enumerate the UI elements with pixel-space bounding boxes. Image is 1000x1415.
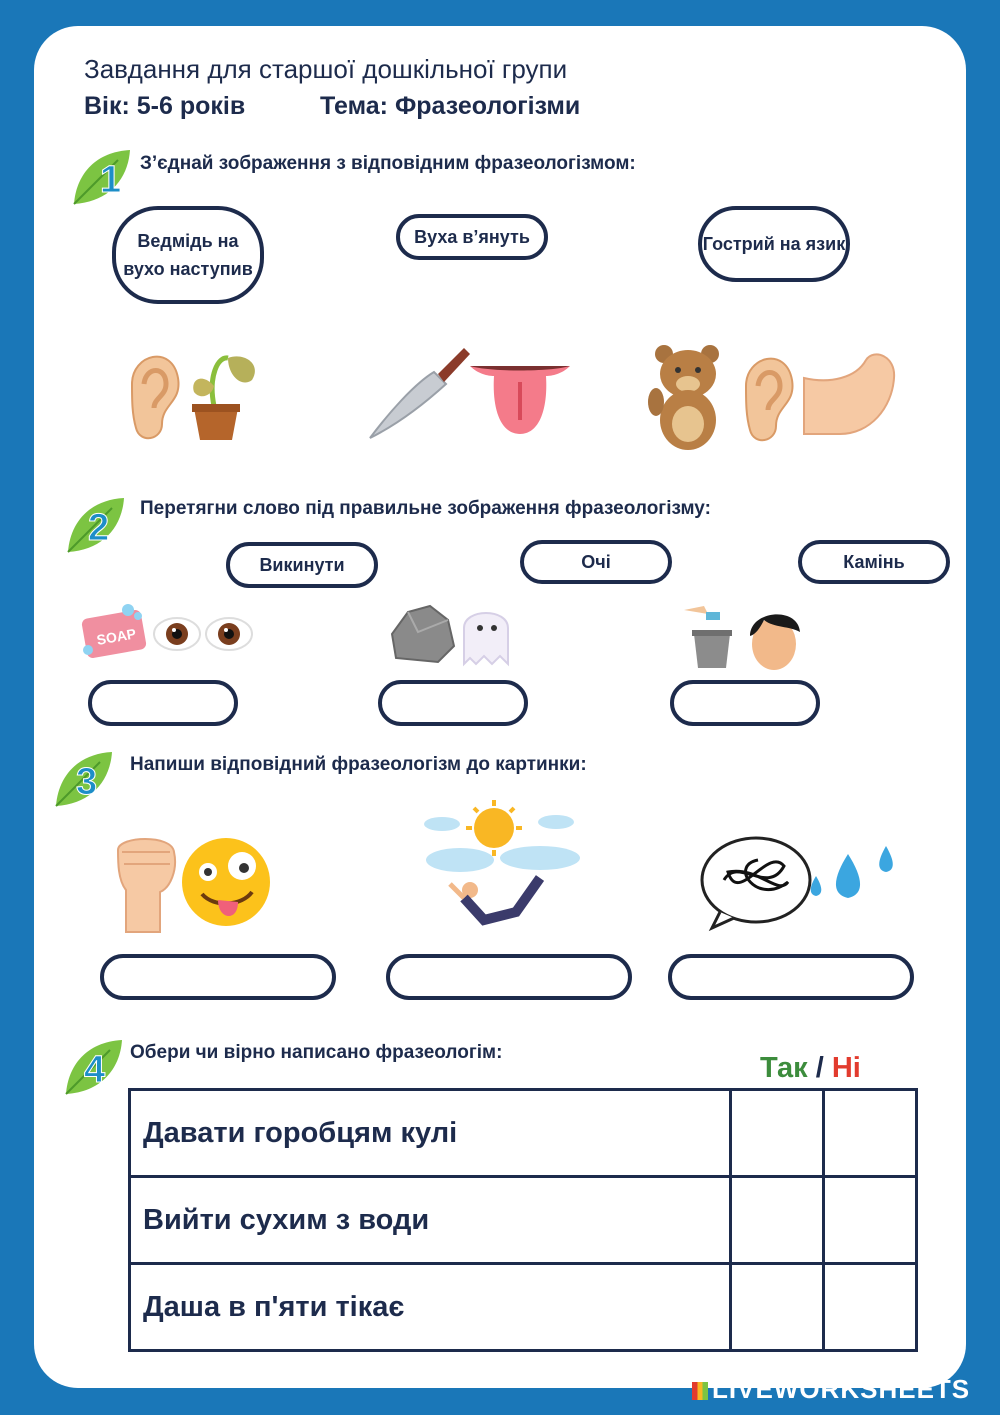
table-row <box>130 1090 917 1177</box>
yes-checkbox[interactable] <box>731 1264 824 1351</box>
table-row <box>130 1177 917 1264</box>
yes-no-header <box>760 1052 861 1085</box>
bear-icon[interactable] <box>648 344 730 450</box>
brand-text: LIVEWORKSHEETS <box>712 1374 971 1404</box>
no-checkbox[interactable] <box>824 1090 917 1177</box>
drag-word-vykynuty[interactable]: Викинути <box>226 542 378 588</box>
tongue-icon[interactable] <box>470 358 570 438</box>
soap-label: SOAP <box>95 625 138 648</box>
task4-title: Обери чи вірно написано фразеологім: <box>130 1042 503 1063</box>
drop-zone-3[interactable] <box>670 680 820 726</box>
ghost-icon <box>456 600 516 668</box>
drag-word-ochi[interactable]: Очі <box>520 540 672 584</box>
task2-number: 2 <box>88 507 110 549</box>
table-row <box>130 1264 917 1351</box>
topic-label: Тема: Фразеологізми <box>320 92 581 120</box>
wilted-plant-icon[interactable] <box>188 346 268 442</box>
phrase-bear-ear[interactable]: Ведмідь на вухо наступив <box>112 206 264 304</box>
eye-icon <box>204 614 254 654</box>
answer-input-2[interactable] <box>386 954 632 1000</box>
answer-input-1[interactable] <box>100 954 336 1000</box>
phrase-ears-wilt[interactable]: Вуха в’януть <box>396 214 548 260</box>
ear-icon[interactable] <box>122 344 184 444</box>
fist-icon <box>112 830 182 934</box>
no-label: Ні <box>831 1052 861 1084</box>
true-false-table <box>128 1088 918 1352</box>
sun-clouds-fall-icon <box>420 800 580 940</box>
answer-input-3[interactable] <box>668 954 914 1000</box>
task2-title: Перетягни слово під правильне зображення фразеологізму: <box>140 498 711 519</box>
yes-checkbox[interactable] <box>731 1177 824 1264</box>
brand-icon <box>692 1382 708 1400</box>
no-checkbox[interactable] <box>824 1264 917 1351</box>
thought-bubble-drops-icon <box>698 836 904 932</box>
leaf-number-4-icon <box>62 1036 126 1098</box>
drag-word-kamin[interactable]: Камінь <box>798 540 950 584</box>
crazy-face-icon <box>180 836 272 928</box>
no-checkbox[interactable] <box>824 1177 917 1264</box>
leaf-number-2-icon <box>64 494 128 556</box>
knife-icon[interactable] <box>368 344 472 440</box>
foot-icon[interactable] <box>800 348 900 440</box>
separator: / <box>815 1052 824 1084</box>
yes-checkbox[interactable] <box>731 1090 824 1177</box>
drop-zone-1[interactable] <box>88 680 238 726</box>
liveworksheets-logo[interactable] <box>692 1374 970 1405</box>
task3-number: 3 <box>76 761 98 803</box>
statement-cell: Вийти сухим з води <box>130 1177 731 1264</box>
soap-icon <box>80 600 150 660</box>
ear-icon[interactable] <box>736 346 798 446</box>
drop-zone-2[interactable] <box>378 680 528 726</box>
task1-title: З’єднай зображення з відповідним фразеологізмом: <box>140 153 636 174</box>
leaf-number-1-icon <box>70 146 134 208</box>
subtitle: Завдання для старшої дошкільної групи <box>84 54 568 84</box>
statement-cell: Даша в п'яти тікає <box>130 1264 731 1351</box>
eye-icon <box>152 614 202 654</box>
boy-head-icon <box>744 606 804 672</box>
trash-bin-icon <box>682 604 742 670</box>
yes-label: Так <box>760 1052 808 1084</box>
statement-cell: Давати горобцям кулі <box>130 1090 731 1177</box>
task4-number: 4 <box>84 1049 106 1091</box>
age-label: Вік: 5-6 років <box>84 92 246 120</box>
leaf-number-3-icon <box>52 748 116 810</box>
phrase-sharp-tongue[interactable]: Гострий на язик <box>698 206 850 282</box>
task1-number: 1 <box>100 159 122 201</box>
task3-title: Напиши відповідний фразеологізм до картинки: <box>130 754 587 775</box>
stone-icon <box>390 602 456 664</box>
